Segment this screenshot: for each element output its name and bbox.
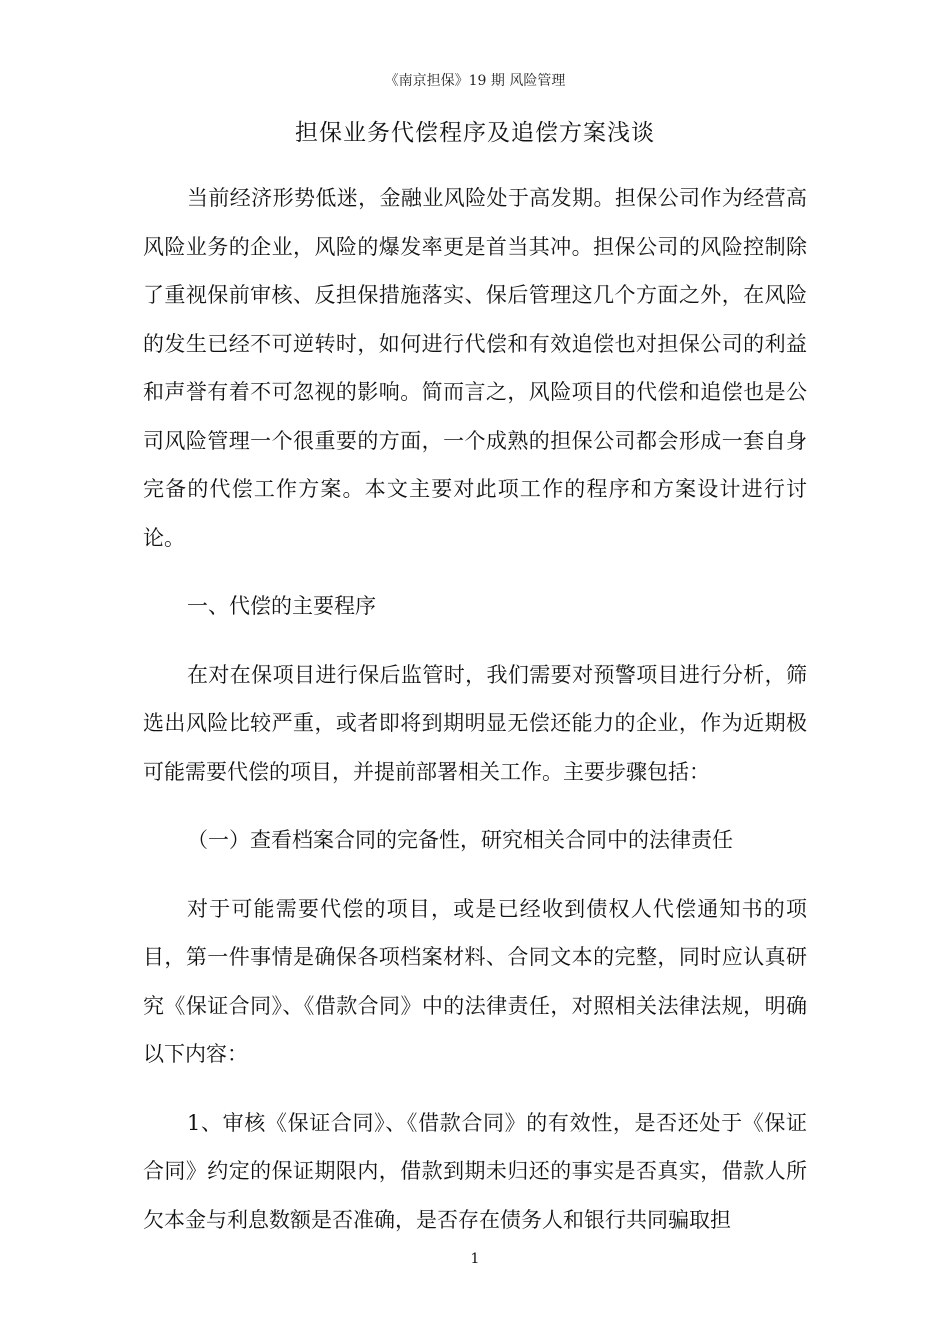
running-header: 《南京担保》19 期 风险管理	[384, 73, 566, 89]
document-body	[143, 174, 807, 1244]
paragraph-item-1: 1、审核《保证合同》、《借款合同》的有效性，是否还处于《保证合同》约定的保证期限内，借款到期未归还的事实是否真实，借款人所欠本金与利息数额是否准确，是否存在债务人和银行共同骗取担	[143, 1110, 807, 1232]
page-number: 1	[470, 1251, 480, 1267]
paragraph-monitoring: 在对在保项目进行保后监管时，我们需要对预警项目进行分析，筛选出风险比较严重，或者即将到期明显无偿还能力的企业，作为近期极可能需要代偿的项目，并提前部署相关工作。主要步骤包括：	[143, 662, 807, 784]
paragraph-intro: 当前经济形势低迷，金融业风险处于高发期。担保公司作为经营高风险业务的企业，风险的爆发率更是首当其冲。担保公司的风险控制除了重视保前审核、反担保措施落实、保后管理这几个方面之外，在风险的发生已经不可逆转时，如何进行代偿和有效追偿也对担保公司的利益和声誉有着不可忽视的影响。简而言之，风险项目的代偿和追偿也是公司风险管理一个很重要的方面，一个成熟的担保公司都会形成一套自身完备的代偿工作方案。本文主要对此项工作的程序和方案设计进行讨论。	[143, 186, 807, 550]
section-heading-1: 一、代偿的主要程序	[187, 594, 376, 618]
document-title: 担保业务代偿程序及追偿方案浅谈	[295, 120, 655, 146]
subsection-heading-1: （一）查看档案合同的完备性，研究相关合同中的法律责任	[187, 828, 733, 852]
paragraph-contracts: 对于可能需要代偿的项目，或是已经收到债权人代偿通知书的项目，第一件事情是确保各项档案材料、合同文本的完整，同时应认真研究《保证合同》、《借款合同》中的法律责任，对照相关法律法规，明确以下内容：	[143, 896, 807, 1066]
